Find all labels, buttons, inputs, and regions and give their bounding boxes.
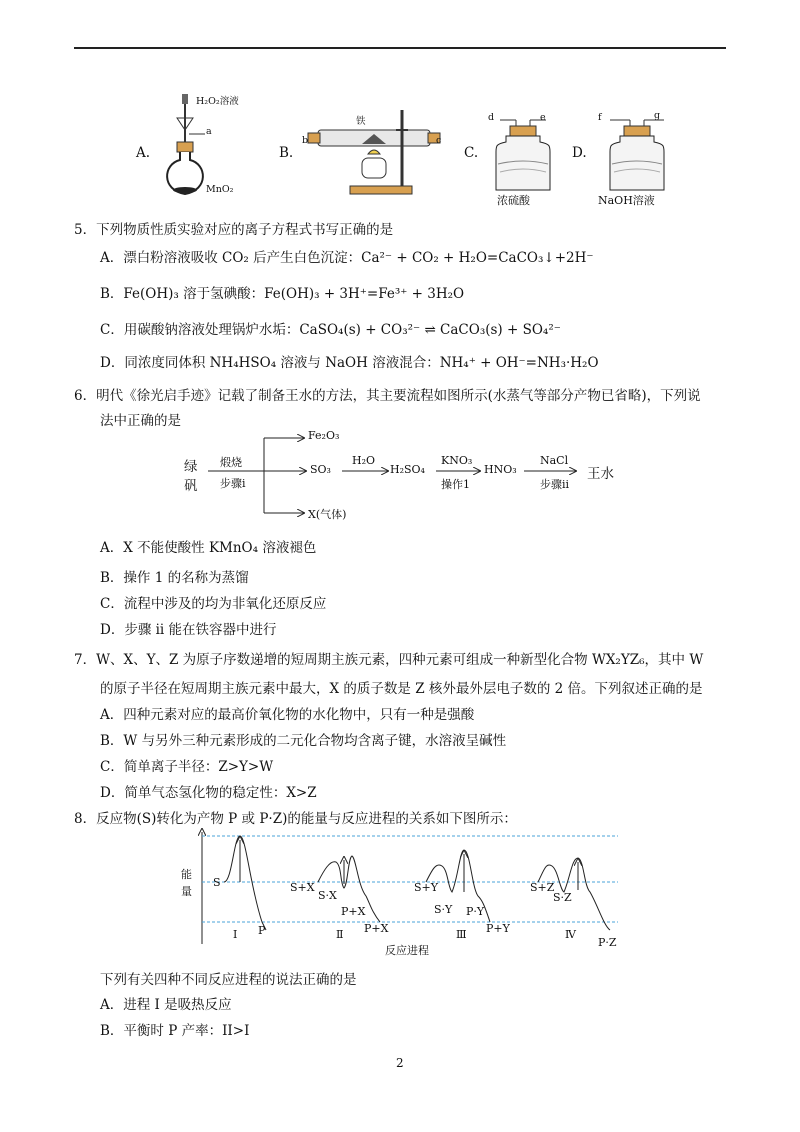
option-c-letter: C. [464,145,479,161]
q6-flow-step2: 步骤ii [540,478,570,491]
q6-flow-so3: SO₃ [310,463,331,476]
q5-option-b-equation: Fe(OH)₃ + 3H⁺=Fe³⁺ + 3H₂O [264,286,465,302]
q6-flow-start2: 矾 [184,478,198,494]
q8-label-pz: P·Z [598,936,617,949]
apparatus-b-label-tie: 铁 [356,116,366,127]
apparatus-c-label-e: e [540,112,546,123]
q6-option-a: A．X 不能使酸性 KMnO₄ 溶液褪色 [100,540,317,556]
apparatus-d-label-g: g [654,110,661,121]
q8-label-s1: S [213,876,221,889]
apparatus-c-figure [490,112,560,194]
apparatus-a-label1: H₂O₂溶液 [196,96,239,107]
q8-ylabel1: 能 [181,868,192,881]
apparatus-a-label3: MnO₂ [206,184,234,195]
q8-option-b: B．平衡时 P 产率：II>I [100,1023,250,1039]
q8-label-sz: S+Z [530,881,555,894]
q6-flow-end: 王水 [587,466,614,482]
q8-question: 下列有关四种不同反应进程的说法正确的是 [100,972,357,988]
q6-flow-h2so4: H₂SO₄ [390,463,425,476]
q6-flow-step-top: 煅烧 [220,456,242,469]
q6-flow-op1: 操作1 [441,478,470,491]
q7-option-d: D．简单气态氢化物的稳定性：X>Z [100,785,317,801]
q6-flow-diagram [180,426,640,526]
q6-flow-x-gas: X(气体) [308,508,347,521]
q7-option-b: B．W 与另外三种元素形成的二元化合物均含离子键，水溶液呈碱性 [100,733,507,749]
q7-option-a: A．四种元素对应的最高价氧化物的水化物中，只有一种是强酸 [100,707,475,723]
option-a-letter: A. [136,145,151,161]
q8-stem: 8．反应物(S)转化为产物 P 或 P·Z)的能量与反应进程的关系如下图所示： [74,811,517,827]
q5-option-b-text: B．Fe(OH)₃ 溶于氢碘酸： [100,286,265,302]
q8-label-p1: P [258,924,266,937]
q6-stem-line2: 法中正确的是 [100,413,181,429]
apparatus-d-figure [604,112,674,194]
q8-label-iii: Ⅲ [456,928,467,941]
q5-option-a-equation: Ca²⁻ + CO₂ + H₂O=CaCO₃↓+2H⁻ [361,250,594,266]
apparatus-c-caption: 浓硫酸 [497,194,530,207]
q7-option-c: C．简单离子半径：Z>Y>W [100,759,274,775]
q8-label-px: P+X [341,905,366,918]
q6-flow-step-bottom: 步骤i [220,477,246,490]
q6-option-d: D．步骤 ii 能在铁容器中进行 [100,622,277,638]
q6-stem-line1: 6．明代《徐光启手迹》记载了制备王水的方法，其主要流程如图所示(水蒸气等部分产物已省略)，下列说 [74,388,701,404]
q5-option-d-equation: NH₄⁺ + OH⁻=NH₃·H₂O [439,355,599,371]
header-rule [74,47,726,49]
apparatus-b-label-b: b [302,135,309,146]
q5-option-c [100,318,561,338]
q5-option-a-text: A．漂白粉溶液吸收 CO₂ 后产生白色沉淀： [100,250,362,266]
q6-option-b: B．操作 1 的名称为蒸馏 [100,570,249,586]
q8-label-sx: S+X [290,881,315,894]
apparatus-b-figure [300,100,450,200]
q6-flow-kno3: KNO₃ [441,454,473,467]
q8-label-ii: Ⅱ [336,928,344,941]
q6-option-c: C．流程中涉及的均为非氧化还原反应 [100,596,327,612]
q8-option-a: A．进程 I 是吸热反应 [100,997,232,1013]
option-b-letter: B. [279,145,294,161]
apparatus-c-label-d: d [488,112,495,123]
q8-label-p-x: P+X [364,922,389,935]
q8-label-p-y: P·Y [466,905,485,918]
apparatus-d-caption: NaOH溶液 [598,194,655,207]
q7-stem-line1: 7．W、X、Y、Z 为原子序数递增的短周期主族元素，四种元素可组成一种新型化合物 WX₂YZ₆，其中 W [74,652,704,668]
q8-label-iv: Ⅳ [565,928,576,941]
q6-flow-start1: 绿 [184,459,198,475]
page-number: 2 [396,1056,404,1070]
apparatus-d-label-f: f [598,112,602,123]
q6-flow-hno3: HNO₃ [484,463,517,476]
q5-option-d-text: D．同浓度同体积 NH₄HSO₄ 溶液与 NaOH 溶液混合： [100,355,440,371]
q7-stem-line2: 的原子半径在短周期主族元素中最大，X 的质子数是 Z 核外最外层电子数的 2 倍。下列叙述正确的是 [100,681,703,697]
q6-flow-nacl: NaCl [540,454,569,467]
q8-xlabel: 反应进程 [385,944,429,957]
q8-label-s-z: S·Z [553,891,572,904]
q6-flow-h2o: H₂O [352,454,376,467]
q8-label-py: P+Y [486,922,510,935]
apparatus-b-label-c: c [436,135,442,146]
q5-option-a [100,246,594,266]
q5-option-d [100,351,599,371]
q8-ylabel2: 量 [181,885,192,898]
q8-label-s-y: S·Y [434,903,453,916]
q8-label-sy: S+Y [414,881,439,894]
q5-option-c-equation: CaSO₄(s) + CO₃²⁻ ⇌ CaCO₃(s) + SO₄²⁻ [299,322,561,338]
q5-option-c-text: C．用碳酸钠溶液处理锅炉水垢： [100,322,300,338]
apparatus-a-label2: a [206,126,212,137]
q6-flow-fe2o3: Fe₂O₃ [308,429,340,442]
q8-label-s-x: S·X [318,889,337,902]
q5-option-b [100,282,464,302]
option-d-letter: D. [572,145,587,161]
q5-stem: 5．下列物质性质实验对应的离子方程式书写正确的是 [74,222,394,238]
q8-label-i: I [233,928,238,941]
